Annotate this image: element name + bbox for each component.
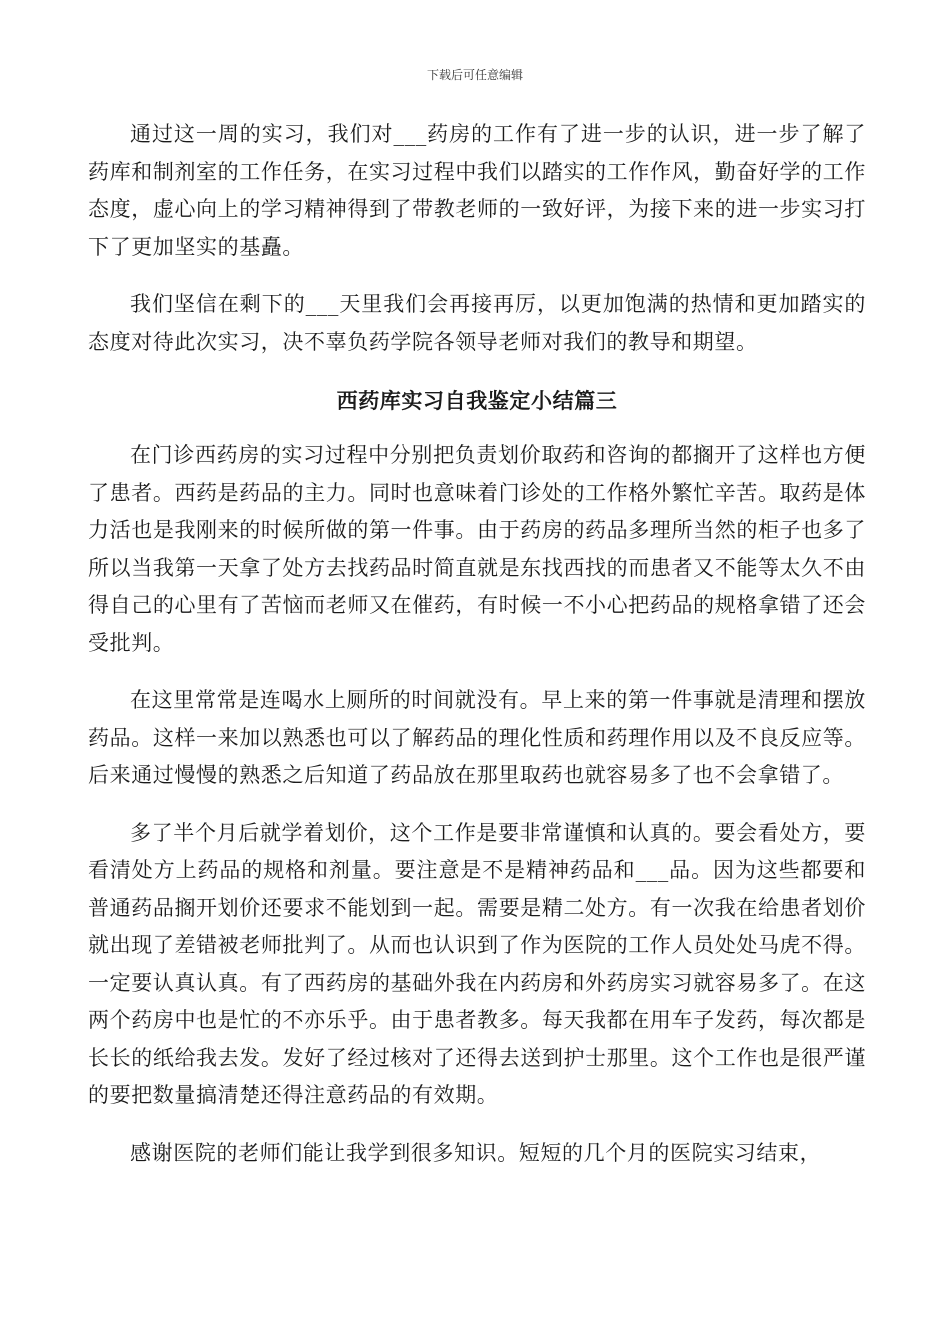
paragraph: 多了半个月后就学着划价，这个工作是要非常谨慎和认真的。要会看处方，要看清处方上药品的规格和剂量。要注意是不是精神药品和___品。因为这些都要和普通药品搁开划价还要求不能划到一起。需要是精二处方。有一次我在给患者划价就出现了差错被老师批判了。从而也认识到了作为医院的工作人员处处马虎不得。一定要认真认真。有了西药房的基础外我在内药房和外药房实习就容易多了。在这两个药房中也是忙的不亦乐乎。由于患者教多。每天我都在用车子发药，每次都是长长的纸给我去发。发好了经过核对了还得去送到护士那里。这个工作也是很严谨的要把数量搞清楚还得注意药品的有效期。 <box>88 820 866 1107</box>
section-title: 西药库实习自我鉴定小结篇三 <box>336 388 618 413</box>
paragraph: 通过这一周的实习，我们对___药房的工作有了进一步的认识，进一步了解了药库和制剂室的工作任务，在实习过程中我们以踏实的工作作风，勤奋好学的工作态度，虚心向上的学习精神得到了带教老师的一致好评，为接下来的进一步实习打下了更加坚实的基矗。 <box>88 122 866 259</box>
paragraph: 感谢医院的老师们能让我学到很多知识。短短的几个月的医院实习结束， <box>130 1140 822 1165</box>
paragraph: 在这里常常是连喝水上厕所的时间就没有。早上来的第一件事就是清理和摆放药品。这样一来加以熟悉也可以了解药品的理化性质和药理作用以及不良反应等。后来通过慢慢的熟悉之后知道了药品放在那里取药也就容易多了也不会拿错了。 <box>88 688 866 787</box>
page-header: 下载后可任意编辑 <box>426 68 523 82</box>
paragraph: 我们坚信在剩下的___天里我们会再接再厉，以更加饱满的热情和更加踏实的态度对待此次实习，决不辜负药学院各领导老师对我们的教导和期望。 <box>88 292 866 354</box>
paragraph: 在门诊西药房的实习过程中分别把负责划价取药和咨询的都搁开了这样也方便了患者。西药是药品的主力。同时也意味着门诊处的工作格外繁忙辛苦。取药是体力活也是我刚来的时候所做的第一件事。由于药房的药品多理所当然的柜子也多了所以当我第一天拿了处方去找药品时简直就是东找西找的而患者又不能等太久不由得自己的心里有了苦恼而老师又在催药，有时候一不小心把药品的规格拿错了还会受批判。 <box>88 443 866 655</box>
document-body <box>88 116 866 1192</box>
